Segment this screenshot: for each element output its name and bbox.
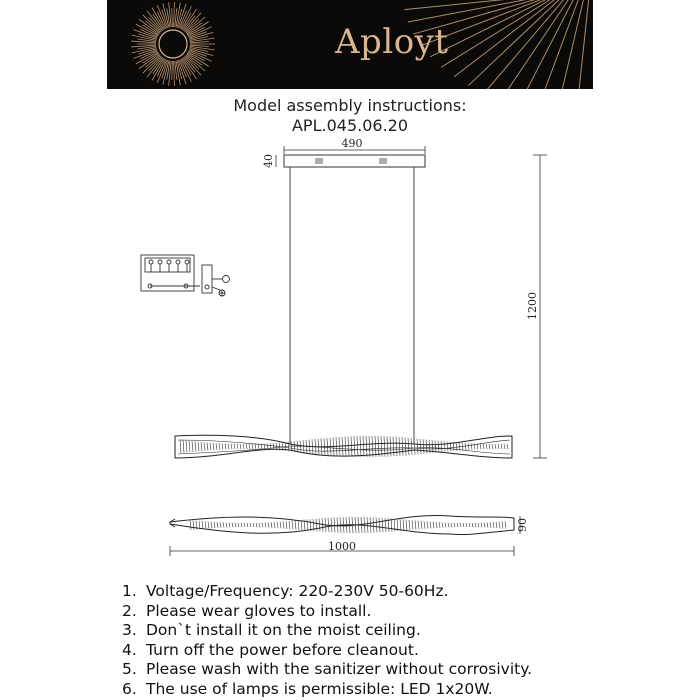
instruction-text: The use of lamps is permissible: LED 1x20W.	[146, 679, 493, 698]
instructions-list	[122, 582, 532, 699]
instruction-number: 6.	[122, 679, 137, 698]
model-number: APL.045.06.20	[291, 116, 409, 135]
instruction-text: Please wear gloves to install.	[146, 601, 372, 620]
instruction-number: 4.	[122, 640, 137, 659]
dim-total-height: 1200	[526, 292, 539, 320]
instruction-item	[122, 621, 532, 641]
brand-name: Aployt	[335, 22, 449, 62]
ceiling-canopy	[284, 155, 425, 167]
instruction-item	[122, 660, 532, 680]
lamp-body-bottom-view	[170, 515, 514, 534]
instruction-item	[122, 602, 532, 622]
dim-width-top: 490	[341, 137, 363, 150]
instruction-number: 5.	[122, 660, 137, 678]
instruction-text: Don`t install it on the moist ceiling.	[146, 621, 421, 639]
instruction-item	[122, 641, 532, 661]
instruction-number: 1.	[122, 582, 137, 600]
instruction-text: Voltage/Frequency: 220-230V 50-60Hz.	[146, 582, 449, 600]
page-title: Model assembly instructions:	[233, 96, 467, 115]
dim-canopy-height: 40	[262, 154, 275, 168]
instruction-text: Please wash with the sanitizer without corrosivity.	[146, 660, 533, 678]
instruction-text: Turn off the power before cleanout.	[146, 640, 419, 659]
dim-length: 1000	[328, 540, 356, 553]
instruction-item	[122, 582, 532, 602]
canopy-vents	[316, 158, 386, 164]
instruction-number: 2.	[122, 601, 137, 620]
instruction-number: 3.	[122, 621, 137, 639]
instruction-item	[122, 680, 532, 700]
dim-body-height: 90	[516, 518, 529, 532]
wiring-diagram	[141, 255, 230, 296]
